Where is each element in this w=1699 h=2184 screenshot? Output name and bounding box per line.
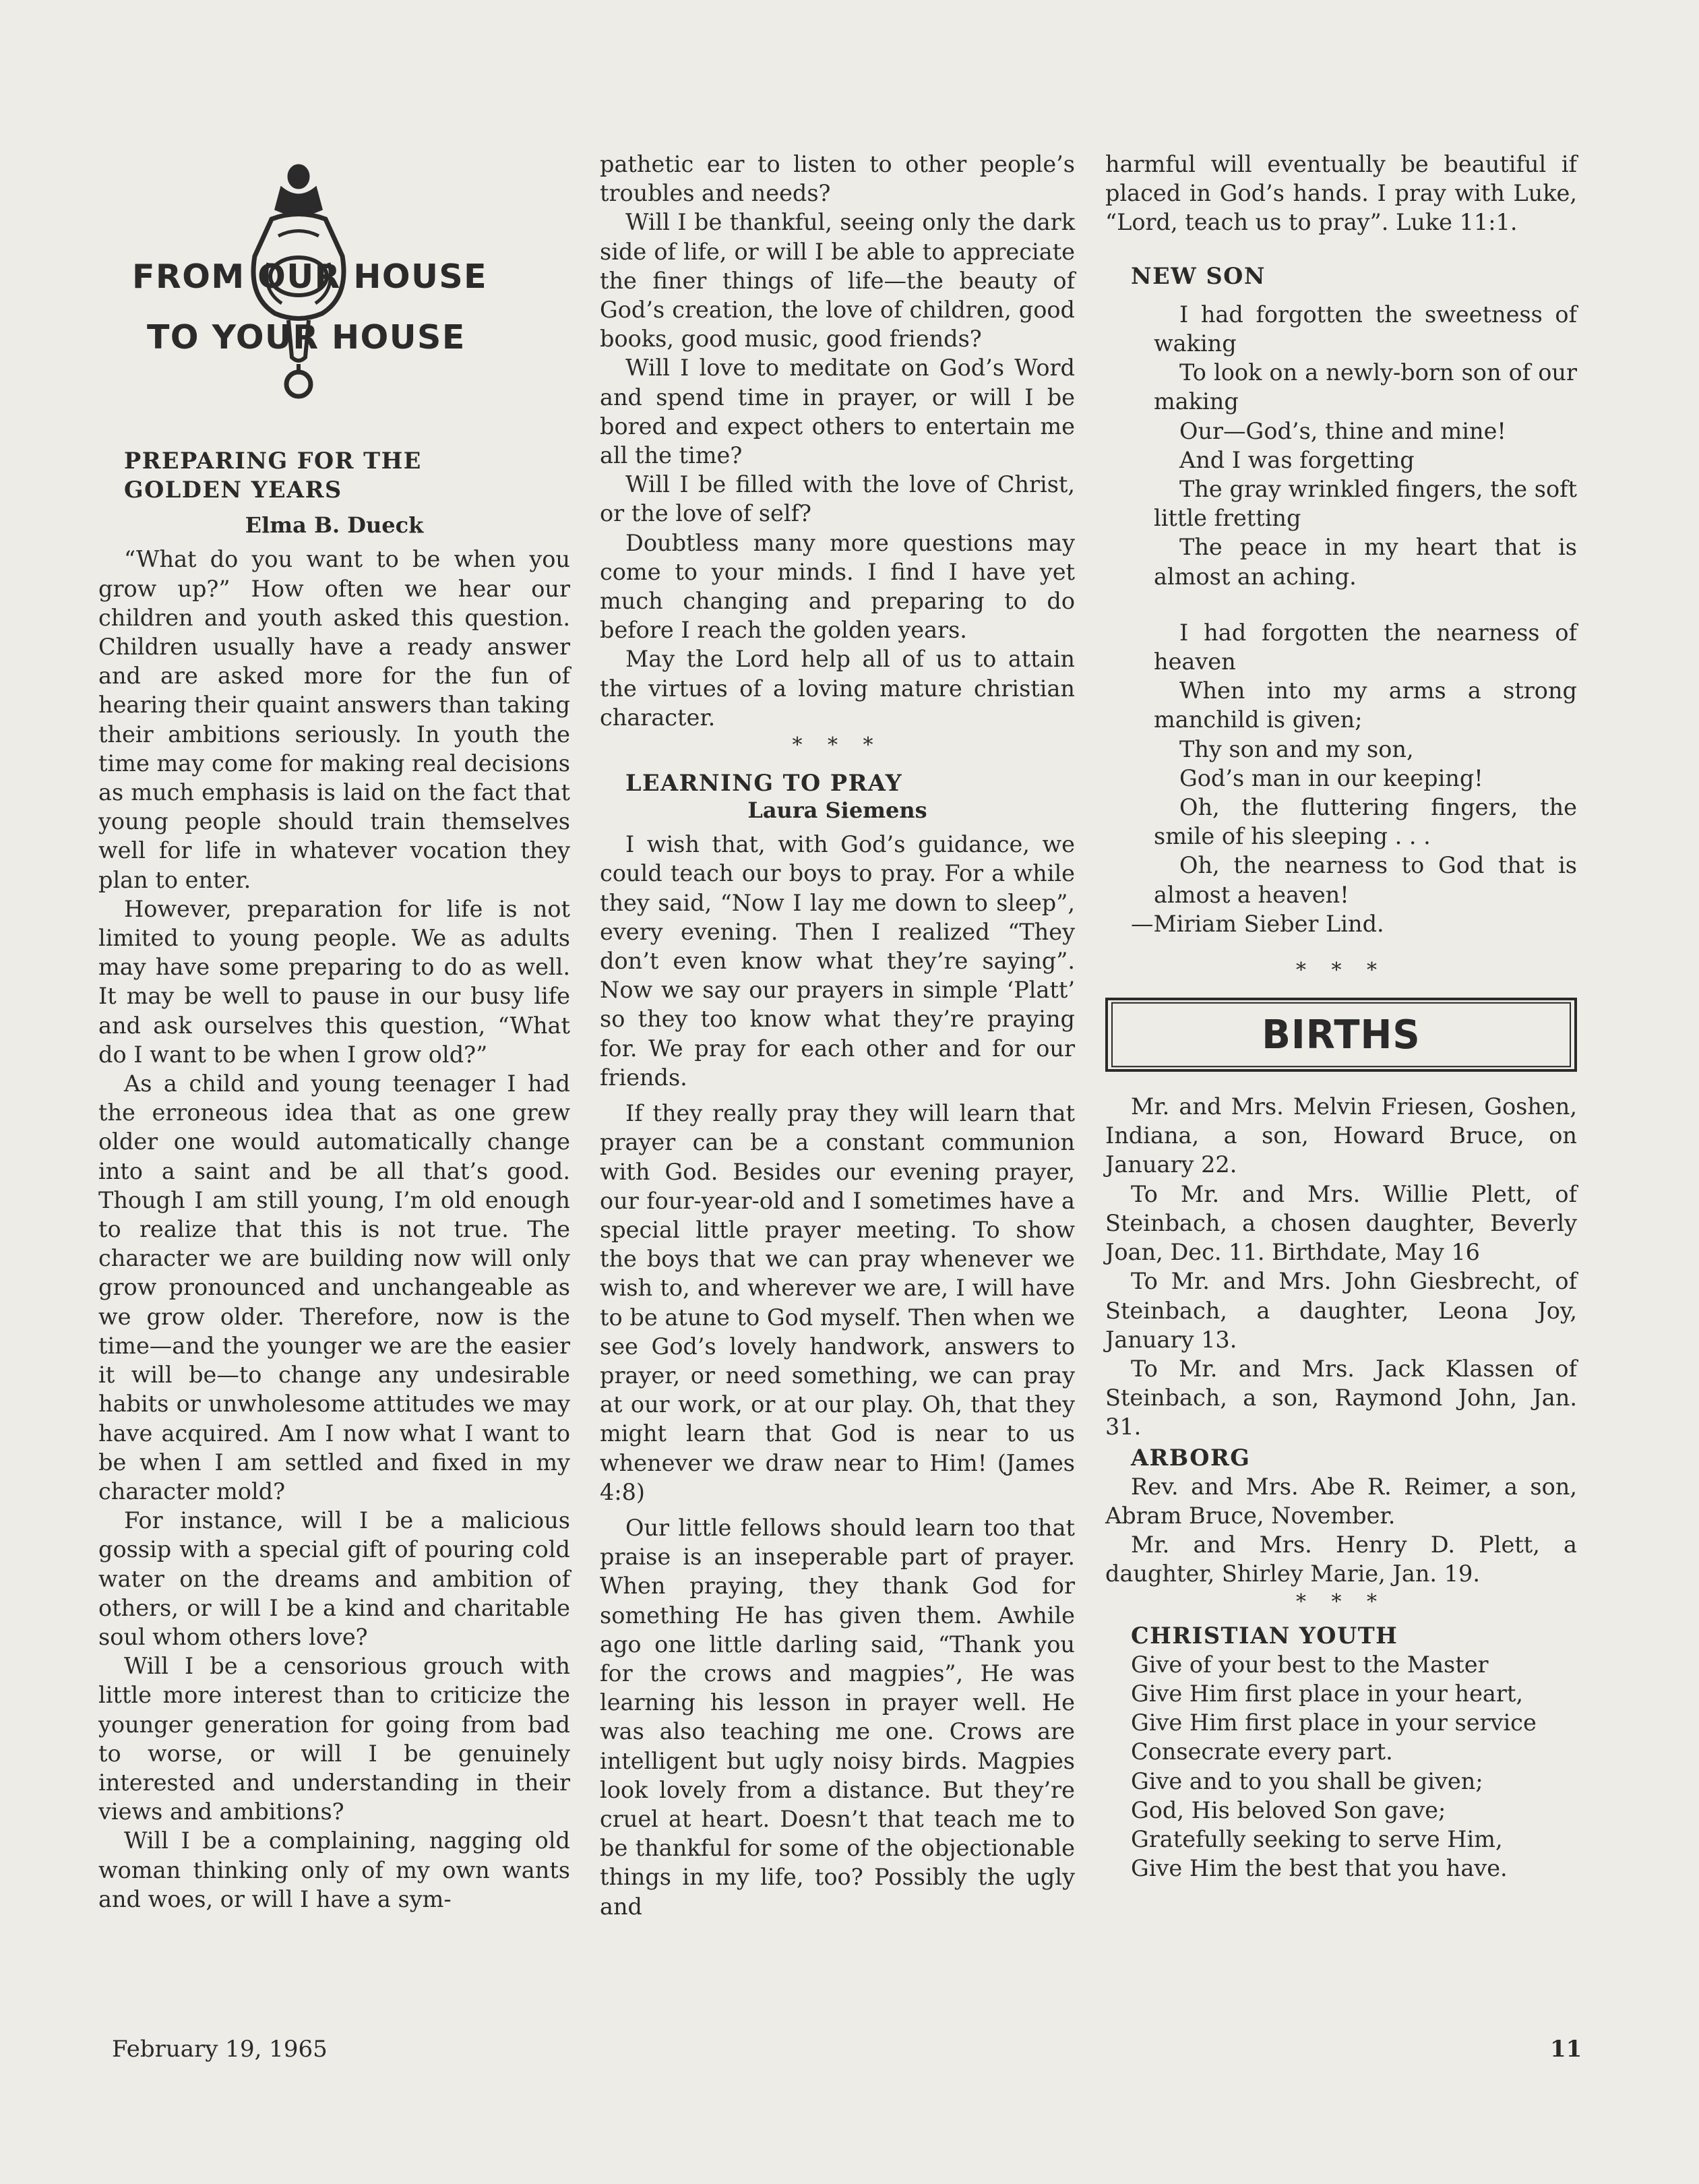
paragraph: “What do you want to be when you grow up?” How often we hear our children and youth asked this question. Children usually have a ready answer and are asked more for the fun of hearing their quaint answers than taking their ambitions seriously. In youth the time may come for making real decisions as much emphasis is laid on the fact that young people should train themselves well for life in whatever vocation they plan to enter. [98,546,570,893]
poem-line: The gray wrinkled fingers, the soft little fretting [1154,476,1577,532]
section-heading-arborg: ARBORG [1131,1444,1251,1471]
poem-line: Thy son and my son, [1179,735,1414,762]
poem-line: Oh, the nearness to God that is almost a heaven! [1154,852,1577,908]
poem-line: When into my arms a strong manchild is given; [1154,677,1577,733]
poem-line: Consecrate every part. [1131,1738,1393,1765]
births-heading: BIRTHS [1111,1002,1571,1068]
paragraph: Doubtless many more questions may come to your minds. I find I have yet much changing and preparing to do before I reach the golden years. [600,529,1075,644]
poem-line: God’s man in our keeping! [1179,764,1483,791]
paragraph: For instance, will I be a malicious gossip with a special gift of pouring cold water on the dreams and ambition of others, or will I be a kind and charitable soul whom others love? [98,1507,570,1650]
birth-entry: To Mr. and Mrs. Willie Plett, of Steinbach, a chosen daughter, Beverly Joan, Dec. 11. Birthdate, May 16 [1105,1180,1577,1266]
paragraph: Will I be filled with the love of Christ, or the love of self? [600,471,1075,527]
page-number: 11 [1550,2036,1582,2063]
birth-entry: Mr. and Mrs. Henry D. Plett, a daughter, Shirley Marie, Jan. 19. [1105,1531,1577,1587]
column-1 [98,150,570,1914]
paragraph: Will I be a complaining, nagging old woman thinking only of my own wants and woes, or will I have a sym- [98,1827,570,1912]
paragraph: Our little fellows should learn too that praise is an inseperable part of prayer. When praying, they thank God for something He has given them. Awhile ago one little darling said, “Thank you for the crows and magpies”, He was learning his lesson in prayer well. He was also teaching me one. Crows are intelligent but ugly noisy birds. Magpies look lovely from a distance. But they’re cruel at heart. Doesn’t that teach me to be thankful for some of the objectionable things in my life, too? Possibly the ugly and [600,1514,1075,1920]
paragraph: May the Lord help all of us to attain the virtues of a loving mature christian character. [600,646,1075,731]
birth-entry: To Mr. and Mrs. John Giesbrecht, of Steinbach, a daughter, Leona Joy, January 13. [1105,1268,1577,1353]
house-logo [98,150,570,433]
article-title: LEARNING TO PRAY [625,770,903,797]
paragraph-continued: harmful will eventually be beautiful if placed in God’s hands. I pray with Luke, “Lord, teach us to pray”. Luke 11:1. [1105,151,1577,236]
paragraph: Will I love to meditate on God’s Word and spend time in prayer, or will I be bored and expect others to entertain me all the time? [600,355,1075,469]
birth-entry: Rev. and Mrs. Abe R. Reimer, a son, Abram Bruce, November. [1105,1473,1577,1529]
poem-line: I had forgotten the sweetness of waking [1154,301,1577,357]
poem-line: Gratefully seeking to serve Him, [1131,1825,1503,1852]
paragraph: Will I be a censorious grouch with little more interest than to criticize the younger generation for going from bad to worse, or will I be genuinely interested and understanding in their views and ambitions? [98,1653,570,1825]
logo-line-2: TO YOUR HOUSE [147,318,466,357]
poem-line: Give Him first place in your heart, [1131,1680,1524,1707]
section-separator: * * * [1295,1589,1387,1614]
paragraph: However, preparation for life is not limited to young people. We as adults may have some preparing to do as well. It may be well to pause in our busy life and ask ourselves this question, “What do I want to be when I grow old?” [98,895,570,1068]
poem-attribution: —Miriam Sieber Lind. [1131,910,1384,937]
poem-line: Give and to you shall be given; [1131,1767,1483,1794]
section-separator: * * * [1295,959,1387,983]
section-separator: * * * [792,733,883,758]
footer-date: February 19, 1965 [112,2036,328,2063]
paragraph: I wish that, with God’s guidance, we could teach our boys to pray. For a while they said, “Now I lay me down to sleep”, every evening. Then I realized “They don’t even know what they’re saying”. Now we say our prayers in simple ‘Platt’ so they too know what they’re praying for. We pray for each other and for our friends. [600,831,1075,1091]
poem-line: Give Him the best that you have. [1131,1855,1508,1882]
poem-line: Our—God’s, thine and mine! [1179,417,1506,444]
poem-line: I had forgotten the nearness of heaven [1154,619,1577,675]
paragraph: As a child and young teenager I had the erroneous idea that as one grew older one would automatically change into a saint and be all that’s good. Though I am still young, I’m old enough to realize that this is not true. The character we are building now will only grow pronounced and unchangeable as we grow older. Therefore, now is the time—and the younger we are the easier it will be—to change any undesirable habits or unwholesome attitudes we may have acquired. Am I now what I want to be when I am settled and fixed in my character mold? [98,1070,570,1505]
poem-line: Oh, the fluttering fingers, the smile of his sleeping . . . [1154,794,1577,850]
birth-entry: Mr. and Mrs. Melvin Friesen, Goshen, Indiana, a son, Howard Bruce, on January 22. [1105,1093,1577,1178]
births-heading-box [1105,998,1577,1072]
poem-line: To look on a newly-born son of our making [1154,359,1577,415]
poem-line: The peace in my heart that is almost an aching. [1154,534,1577,590]
article-title-line-1: PREPARING FOR THE [124,448,422,474]
poem-title: NEW SON [1131,262,1266,289]
paragraph: Will I be thankful, seeing only the dark side of life, or will I be able to appreciate the finer things of life—the beauty of God’s creation, the love of children, good books, good music, good friends? [600,209,1075,353]
article-author: Laura Siemens [747,797,927,824]
birth-entry: To Mr. and Mrs. Jack Klassen of Steinbach, a son, Raymond John, Jan. 31. [1105,1355,1577,1440]
article-title-line-2: GOLDEN YEARS [124,477,342,504]
poem-line: Give Him first place in your service [1131,1709,1537,1736]
poem-line: And I was forgetting [1179,446,1415,473]
column-3 [1105,150,1577,1883]
poem-line: Give of your best to the Master [1131,1651,1489,1678]
poem-line: God, His beloved Son gave; [1131,1796,1446,1823]
paragraph-continued: pathetic ear to listen to other people’s troubles and needs? [600,151,1075,207]
paragraph: If they really pray they will learn that prayer can be a constant communion with God. Besides our evening prayer, our four-year-old and I sometimes have a special little prayer meeting. To show the boys that we can pray whenever we wish to, and wherever we are, I will have to be atune to God myself. Then when we see God’s lovely handwork, answers to prayer, or need something, we can pray at our work, or at our play. Oh, that they might learn that God is near to us whenever we draw near to Him! (James 4:8) [600,1100,1075,1505]
column-2 [600,150,1075,1921]
logo-line-1: FROM OUR HOUSE [132,257,488,296]
poem-title: CHRISTIAN YOUTH [1131,1622,1398,1649]
article-author: Elma B. Dueck [245,512,424,539]
